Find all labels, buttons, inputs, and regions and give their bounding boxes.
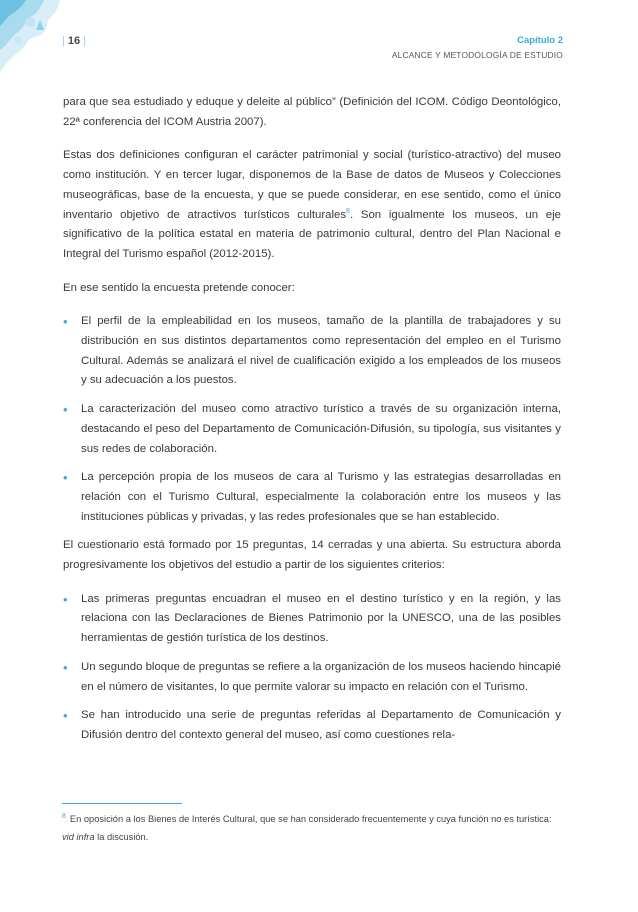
list-item: • La caracterización del museo como atractivo turístico a través de su organización interna, destacando el peso del Departamento de Comunicación-Difusión, su tipología, sus visitantes y sus redes de colaboración.: [63, 402, 561, 455]
list-item: • La percepción propia de los museos de cara al Turismo y las estrategias desarrolladas en relación con el Turismo Cultural, especialmente la colaboración entre los museos y las instituciones públicas y privadas, y las redes profesionales que se han establecido.: [63, 470, 561, 523]
footnote-number: 8: [62, 812, 66, 820]
bullet-icon: •: [63, 708, 68, 724]
bullet-icon: •: [63, 470, 68, 486]
bullet-icon: •: [63, 402, 68, 418]
paragraph: En ese sentido la encuesta pretende conocer:: [63, 281, 295, 294]
paragraph: El cuestionario está formado por 15 preguntas, 14 cerradas y una abierta. Su estructura aborda progresivamente los objetivos del estudio a partir de los siguientes criterios:: [63, 539, 561, 572]
list-item: • Las primeras preguntas encuadran el museo en el destino turístico y en la región, y las relaciona con las Declaraciones de Bienes Patrimonio por la UNESCO, una de las posibles herramientas de gestión turística de los destinos.: [63, 591, 561, 645]
list-item: • Se han introducido una serie de preguntas referidas al Departamento de Comunicación y Difusión dentro del contexto general del museo, así como cuestiones rela-: [63, 708, 561, 741]
page-number-value: 16: [67, 35, 81, 47]
body-text: [63, 93, 561, 755]
footnote-marker[interactable]: 8: [346, 207, 350, 215]
paragraph: Estas dos definiciones configuran el carácter patrimonial y social (turístico-atractivo) del museo como institución. Y en tercer lugar, disponemos de la Base de datos de Museos y Colecciones museográficas, base de la encuesta, y que se puede considerar, en ese sentido, como el único inventario objetivo de atractivos turísticos culturales$^8$. Son igualmente los museos, un eje significativo de la política estatal en materia de patrimonio cultural, dentro del Plan Nacional e Integral del Turismo español (2012-2015).: [63, 149, 561, 260]
page-number: | 16 |: [62, 35, 87, 47]
bullet-icon: •: [63, 591, 68, 607]
list-item: • Un segundo bloque de preguntas se refiere a la organización de los museos haciendo hincapié en el número de visitantes, lo que permite valorar su impacto en relación con el Turismo.: [63, 659, 561, 693]
bullet-icon: •: [63, 659, 68, 675]
footnote-divider: [62, 803, 182, 804]
paragraph: para que sea estudiado y eduque y deleite al público” (Definición del ICOM. Código Deontológico, 22ª conferencia del ICOM Austria 2007).: [63, 96, 561, 128]
footnote-italic: vid infra: [62, 831, 95, 842]
bullet-icon: •: [63, 314, 68, 330]
footnote: $^8$ En oposición a los Bienes de Interés Cultural, que se han considerado frecuentemente y cuya función no es turística: vid infra la discusión.: [62, 812, 552, 842]
chapter-title: ALCANCE Y METODOLOGÍA DE ESTUDIO: [391, 50, 563, 60]
list-item: • El perfil de la empleabilidad en los museos, tamaño de la plantilla de trabajadores y su distribución en sus distintos departamentos como representación del empleo en el Turismo Cultural. Además se analizará el nivel de cualificación exigido a los empleados de los museos y su adecuación a los puestos.: [63, 314, 561, 387]
objectives-list: [63, 312, 561, 527]
chapter-label: Capítulo 2: [517, 35, 563, 46]
criteria-list: [63, 590, 561, 746]
